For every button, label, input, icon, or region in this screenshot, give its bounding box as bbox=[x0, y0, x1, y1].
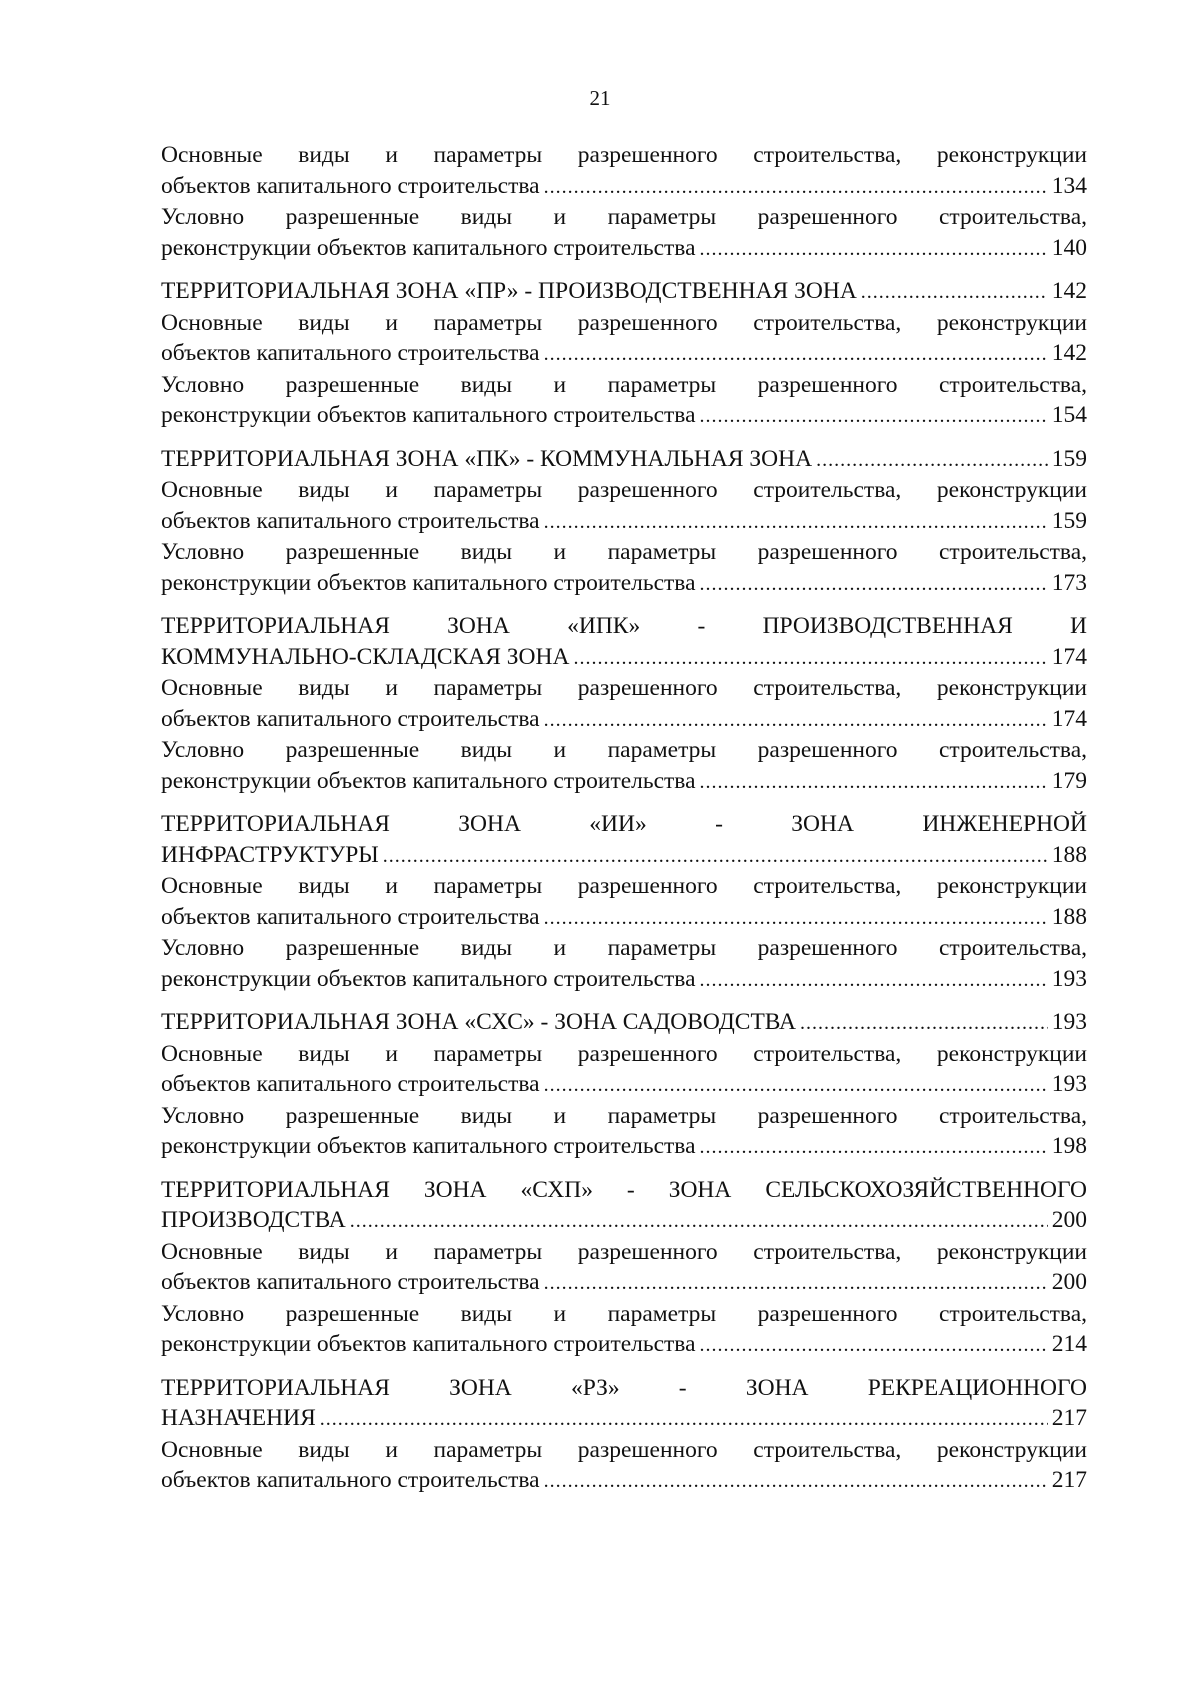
toc-entry-title-end: реконструкции объектов капитального строительства bbox=[161, 234, 696, 261]
toc-entry-leader-line bbox=[161, 840, 1087, 872]
toc-entry-title-end: объектов капитального строительства bbox=[161, 903, 540, 930]
toc-entry-title-line: Основные виды и параметры разрешенного строительства, реконструкции bbox=[161, 873, 1087, 899]
toc-zone-heading[interactable] bbox=[161, 1007, 1087, 1039]
toc-entry-leader-line bbox=[161, 1205, 1087, 1237]
toc-zone-heading[interactable] bbox=[161, 276, 1087, 308]
toc-subsection-entry[interactable] bbox=[161, 933, 1087, 995]
dot-leader bbox=[800, 1008, 1048, 1039]
toc-entry-leader-line bbox=[161, 902, 1087, 934]
dot-leader bbox=[700, 401, 1048, 432]
page-number: 21 bbox=[589, 86, 611, 110]
toc-page-number: 159 bbox=[1051, 507, 1087, 534]
toc-page-number: 179 bbox=[1051, 767, 1087, 794]
toc-entry-leader-line bbox=[161, 1069, 1087, 1101]
dot-leader bbox=[816, 445, 1048, 476]
dot-leader bbox=[700, 234, 1048, 265]
toc-entry-leader-line bbox=[161, 568, 1087, 600]
toc-page-number: 193 bbox=[1051, 1071, 1087, 1097]
dot-leader bbox=[544, 903, 1048, 934]
toc-page-number: 174 bbox=[1051, 705, 1087, 732]
toc-entry-title-line: Основные виды и параметры разрешенного строительства, реконструкции bbox=[161, 1436, 1087, 1463]
toc-entry-leader-line bbox=[161, 766, 1087, 798]
toc-entry-title-end: объектов капитального строительства bbox=[161, 172, 540, 199]
toc-entry-leader-line bbox=[161, 338, 1087, 370]
dot-leader bbox=[700, 1132, 1048, 1163]
toc-entry-leader-line bbox=[161, 704, 1087, 736]
dot-leader bbox=[700, 569, 1048, 600]
toc-entry-leader-line bbox=[161, 1007, 1087, 1039]
dot-leader bbox=[544, 705, 1048, 736]
toc-page-number: 142 bbox=[1051, 278, 1087, 304]
toc-entry-title-end: реконструкции объектов капитального строительства bbox=[161, 767, 696, 794]
toc-entry-title-end: объектов капитального строительства bbox=[161, 1071, 540, 1097]
toc-entry-leader-line bbox=[161, 642, 1087, 674]
dot-leader bbox=[700, 767, 1048, 798]
toc-entry-title-line: Основные виды и параметры разрешенного строительства, реконструкции bbox=[161, 1238, 1087, 1265]
toc-entry-title-end: реконструкции объектов капитального строительства bbox=[161, 402, 696, 428]
dot-leader bbox=[544, 507, 1048, 538]
dot-leader bbox=[383, 841, 1048, 872]
toc-entry-leader-line bbox=[161, 1465, 1087, 1497]
toc-page-number: 214 bbox=[1051, 1331, 1087, 1357]
dot-leader bbox=[320, 1404, 1048, 1435]
toc-entry-title-end: ИНФРАСТРУКТУРЫ bbox=[161, 841, 379, 868]
toc-entry-title-line: Условно разрешенные виды и параметры разрешенного строительства, bbox=[161, 539, 1087, 565]
toc-entry-title-end: реконструкции объектов капитального строительства bbox=[161, 569, 696, 596]
toc-page-number: 174 bbox=[1051, 643, 1087, 670]
toc-entry-title-end: ТЕРРИТОРИАЛЬНАЯ ЗОНА «ПК» - КОММУНАЛЬНАЯ ЗОНА bbox=[161, 445, 813, 472]
toc-entry-title-end: объектов капитального строительства bbox=[161, 507, 540, 534]
toc-entry-leader-line bbox=[161, 964, 1087, 996]
toc-page-number: 217 bbox=[1051, 1405, 1087, 1431]
toc-entry-title-line: Условно разрешенные виды и параметры разрешенного строительства, bbox=[161, 1102, 1087, 1129]
toc-entry-title-end: ТЕРРИТОРИАЛЬНАЯ ЗОНА «ПР» - ПРОИЗВОДСТВЕННАЯ ЗОНА bbox=[161, 278, 857, 304]
toc-page-number: 159 bbox=[1051, 445, 1087, 472]
toc-entry-leader-line bbox=[161, 1329, 1087, 1361]
toc-entry-title-line: Условно разрешенные виды и параметры разрешенного строительства, bbox=[161, 371, 1087, 398]
toc-subsection-entry[interactable] bbox=[161, 308, 1087, 370]
toc-entry-leader-line bbox=[161, 171, 1087, 203]
toc-entry-title-line: Условно разрешенные виды и параметры разрешенного строительства, bbox=[161, 935, 1087, 961]
toc-subsection-entry[interactable] bbox=[161, 735, 1087, 797]
dot-leader bbox=[544, 172, 1048, 203]
toc-entry-leader-line bbox=[161, 506, 1087, 538]
toc-entry-title-line: Условно разрешенные виды и параметры разрешенного строительства, bbox=[161, 737, 1087, 763]
toc-subsection-entry[interactable] bbox=[161, 1039, 1087, 1101]
toc-entry-title-end: реконструкции объектов капитального строительства bbox=[161, 1331, 696, 1357]
toc-page-number: 200 bbox=[1051, 1269, 1087, 1295]
toc-subsection-entry[interactable] bbox=[161, 1101, 1087, 1163]
toc-page-number: 200 bbox=[1051, 1207, 1087, 1233]
toc-entry-title-line: Основные виды и параметры разрешенного строительства, реконструкции bbox=[161, 142, 1087, 168]
toc-entry-title-line: ТЕРРИТОРИАЛЬНАЯ ЗОНА «РЗ» - ЗОНА РЕКРЕАЦИОННОГО bbox=[161, 1374, 1087, 1401]
toc-page-number: 188 bbox=[1051, 903, 1087, 930]
toc-entry-title-line: Основные виды и параметры разрешенного строительства, реконструкции bbox=[161, 477, 1087, 503]
dot-leader bbox=[861, 277, 1048, 308]
toc-entry-title-end: НАЗНАЧЕНИЯ bbox=[161, 1405, 316, 1431]
table-of-contents bbox=[161, 140, 1087, 1497]
toc-page-number: 134 bbox=[1051, 172, 1087, 199]
dot-leader bbox=[700, 1330, 1048, 1361]
toc-page-number: 173 bbox=[1051, 569, 1087, 596]
toc-subsection-entry[interactable] bbox=[161, 140, 1087, 202]
toc-entry-leader-line bbox=[161, 1267, 1087, 1299]
toc-page-number: 142 bbox=[1051, 340, 1087, 366]
toc-entry-title-end: КОММУНАЛЬНО-СКЛАДСКАЯ ЗОНА bbox=[161, 643, 570, 670]
toc-entry-title-line: Основные виды и параметры разрешенного строительства, реконструкции bbox=[161, 675, 1087, 701]
toc-subsection-entry[interactable] bbox=[161, 1299, 1087, 1361]
toc-subsection-entry[interactable] bbox=[161, 871, 1087, 933]
toc-entry-leader-line bbox=[161, 1403, 1087, 1435]
toc-subsection-entry[interactable] bbox=[161, 673, 1087, 735]
toc-zone-heading[interactable] bbox=[161, 1175, 1087, 1237]
dot-leader bbox=[544, 1466, 1048, 1497]
toc-entry-title-line: Основные виды и параметры разрешенного строительства, реконструкции bbox=[161, 1040, 1087, 1067]
toc-entry-title-line: Основные виды и параметры разрешенного строительства, реконструкции bbox=[161, 309, 1087, 336]
toc-entry-title-end: ТЕРРИТОРИАЛЬНАЯ ЗОНА «СХС» - ЗОНА САДОВОДСТВА bbox=[161, 1009, 796, 1035]
toc-entry-title-end: реконструкции объектов капитального строительства bbox=[161, 965, 696, 992]
toc-subsection-entry[interactable] bbox=[161, 370, 1087, 432]
toc-zone-heading[interactable] bbox=[161, 809, 1087, 871]
toc-page-number: 188 bbox=[1051, 841, 1087, 868]
toc-entry-title-line: Условно разрешенные виды и параметры разрешенного строительства, bbox=[161, 204, 1087, 230]
dot-leader bbox=[544, 1268, 1048, 1299]
toc-entry-title-line: ТЕРРИТОРИАЛЬНАЯ ЗОНА «СХП» - ЗОНА СЕЛЬСКОХОЗЯЙСТВЕННОГО bbox=[161, 1176, 1087, 1203]
toc-page-number: 193 bbox=[1051, 965, 1087, 992]
toc-zone-heading[interactable] bbox=[161, 1373, 1087, 1435]
toc-page-number: 193 bbox=[1051, 1009, 1087, 1035]
toc-subsection-entry[interactable] bbox=[161, 202, 1087, 264]
toc-entry-leader-line bbox=[161, 276, 1087, 308]
toc-entry-title-end: ПРОИЗВОДСТВА bbox=[161, 1207, 346, 1233]
toc-zone-heading[interactable] bbox=[161, 611, 1087, 673]
toc-page-number: 217 bbox=[1051, 1467, 1087, 1493]
toc-entry-title-end: объектов капитального строительства bbox=[161, 1467, 540, 1493]
toc-entry-title-end: реконструкции объектов капитального строительства bbox=[161, 1133, 696, 1159]
dot-leader bbox=[700, 965, 1048, 996]
toc-subsection-entry[interactable] bbox=[161, 537, 1087, 599]
toc-subsection-entry[interactable] bbox=[161, 1237, 1087, 1299]
toc-entry-title-end: объектов капитального строительства bbox=[161, 1269, 540, 1295]
toc-entry-leader-line bbox=[161, 1131, 1087, 1163]
toc-zone-heading[interactable] bbox=[161, 444, 1087, 476]
toc-entry-leader-line bbox=[161, 400, 1087, 432]
toc-entry-leader-line bbox=[161, 233, 1087, 265]
toc-page-number: 154 bbox=[1051, 402, 1087, 428]
toc-subsection-entry[interactable] bbox=[161, 475, 1087, 537]
toc-entry-title-line: ТЕРРИТОРИАЛЬНАЯ ЗОНА «ИИ» - ЗОНА ИНЖЕНЕРНОЙ bbox=[161, 811, 1087, 837]
toc-page-number: 198 bbox=[1051, 1133, 1087, 1159]
toc-entry-title-line: ТЕРРИТОРИАЛЬНАЯ ЗОНА «ИПК» - ПРОИЗВОДСТВЕННАЯ И bbox=[161, 613, 1087, 639]
toc-entry-title-end: объектов капитального строительства bbox=[161, 705, 540, 732]
toc-entry-title-end: объектов капитального строительства bbox=[161, 340, 540, 366]
dot-leader bbox=[350, 1206, 1048, 1237]
toc-entry-leader-line bbox=[161, 444, 1087, 476]
toc-subsection-entry[interactable] bbox=[161, 1435, 1087, 1497]
dot-leader bbox=[544, 1070, 1048, 1101]
dot-leader bbox=[544, 339, 1048, 370]
dot-leader bbox=[573, 643, 1047, 674]
toc-entry-title-line: Условно разрешенные виды и параметры разрешенного строительства, bbox=[161, 1300, 1087, 1327]
toc-page-number: 140 bbox=[1051, 234, 1087, 261]
